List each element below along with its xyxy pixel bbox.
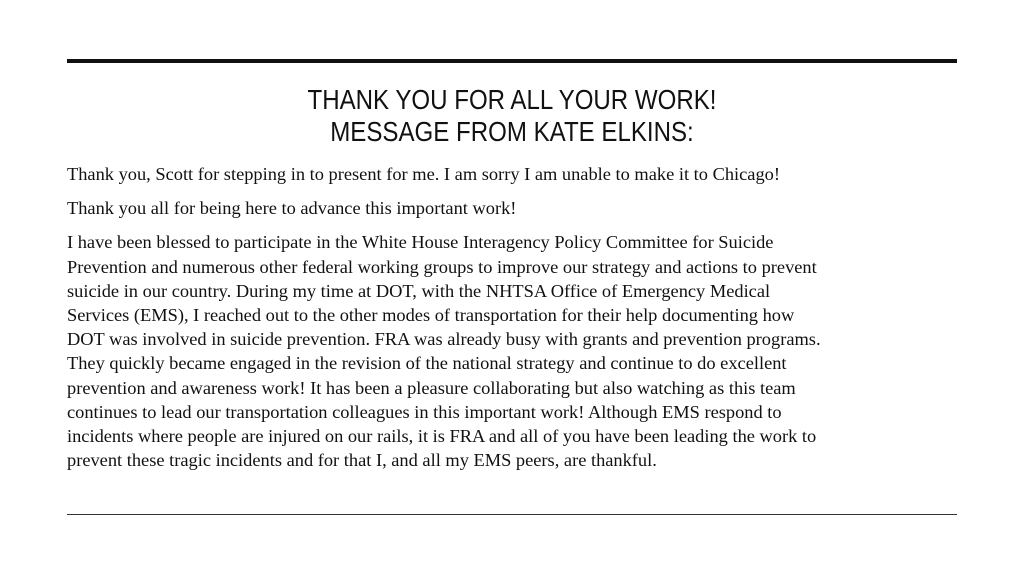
message-line: Prevention and numerous other federal working groups to improve our strategy and actions to prevent xyxy=(67,256,817,277)
message-line: I have been blessed to participate in the White House Interagency Policy Committee for Suicide xyxy=(67,232,774,253)
message-line: prevent these tragic incidents and for that I, and all my EMS peers, are thankful. xyxy=(67,450,657,471)
slide-body xyxy=(67,162,957,482)
message-line: incidents where people are injured on our rails, it is FRA and all of you have been leading the work to xyxy=(67,426,817,447)
message-line: DOT was involved in suicide prevention. FRA was already busy with grants and prevention programs. xyxy=(67,329,821,350)
bottom-divider xyxy=(67,514,957,515)
title-line-1: THANK YOU FOR ALL YOUR WORK! xyxy=(307,84,717,115)
title-line-2: MESSAGE FROM KATE ELKINS: xyxy=(330,116,694,147)
message-line: Services (EMS), I reached out to the other modes of transportation for their help documenting how xyxy=(67,305,795,326)
paragraph-thanks-all: Thank you all for being here to advance this important work! xyxy=(67,198,517,219)
top-divider xyxy=(67,59,957,63)
paragraph-thanks-scott: Thank you, Scott for stepping in to present for me. I am sorry I am unable to make it to Chicago! xyxy=(67,164,780,184)
paragraph-message xyxy=(67,230,957,472)
message-line: prevention and awareness work! It has been a pleasure collaborating but also watching as this team xyxy=(67,377,796,398)
message-line: They quickly became engaged in the revision of the national strategy and continue to do excellent xyxy=(67,353,787,374)
slide-title xyxy=(67,84,957,148)
message-line: suicide in our country. During my time at DOT, with the NHTSA Office of Emergency Medical xyxy=(67,280,771,301)
message-line: continues to lead our transportation colleagues in this important work! Although EMS respond to xyxy=(67,401,782,422)
